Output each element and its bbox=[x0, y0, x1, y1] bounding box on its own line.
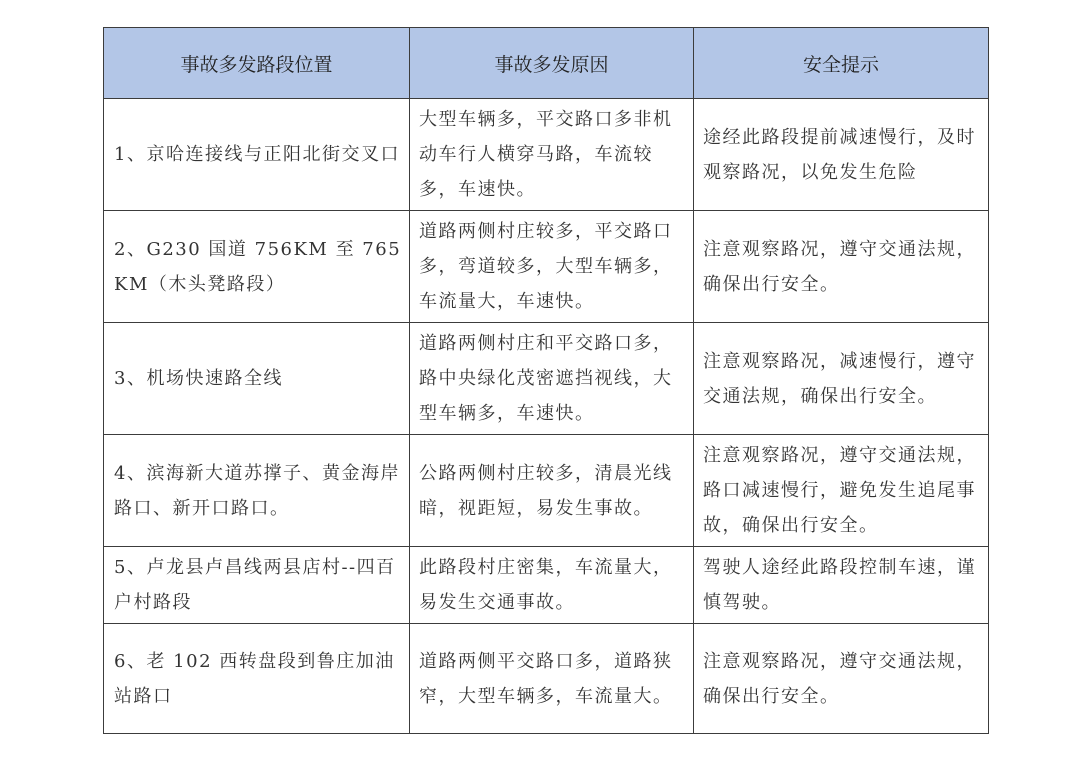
cell-location: 2、G230 国道 756KM 至 765KM（木头凳路段） bbox=[104, 211, 410, 323]
cell-cause: 大型车辆多，平交路口多非机动车行人横穿马路，车流较多，车速快。 bbox=[410, 99, 694, 211]
cell-safety-tip: 注意观察路况，遵守交通法规，路口减速慢行，避免发生追尾事故，确保出行安全。 bbox=[694, 435, 989, 547]
cell-location: 4、滨海新大道苏撑子、黄金海岸路口、新开口路口。 bbox=[104, 435, 410, 547]
cell-location: 6、老 102 西转盘段到鲁庄加油站路口 bbox=[104, 624, 410, 734]
cell-location: 1、京哈连接线与正阳北街交叉口 bbox=[104, 99, 410, 211]
accident-table-container bbox=[103, 27, 989, 734]
cell-cause: 此路段村庄密集，车流量大，易发生交通事故。 bbox=[410, 547, 694, 624]
cell-cause: 道路两侧平交路口多，道路狭窄，大型车辆多，车流量大。 bbox=[410, 624, 694, 734]
cell-safety-tip: 注意观察路况，减速慢行，遵守交通法规，确保出行安全。 bbox=[694, 323, 989, 435]
cell-safety-tip: 注意观察路况，遵守交通法规，确保出行安全。 bbox=[694, 211, 989, 323]
table-row bbox=[104, 99, 989, 211]
cell-location: 3、机场快速路全线 bbox=[104, 323, 410, 435]
cell-cause: 道路两侧村庄和平交路口多，路中央绿化茂密遮挡视线，大型车辆多，车速快。 bbox=[410, 323, 694, 435]
cell-cause: 公路两侧村庄较多，清晨光线暗，视距短，易发生事故。 bbox=[410, 435, 694, 547]
cell-location: 5、卢龙县卢昌线两县店村--四百户村路段 bbox=[104, 547, 410, 624]
accident-hotspot-table bbox=[103, 27, 989, 734]
header-location: 事故多发路段位置 bbox=[104, 28, 410, 99]
header-safety-tip: 安全提示 bbox=[694, 28, 989, 99]
cell-safety-tip: 途经此路段提前减速慢行，及时观察路况，以免发生危险 bbox=[694, 99, 989, 211]
table-header-row bbox=[104, 28, 989, 99]
header-cause: 事故多发原因 bbox=[410, 28, 694, 99]
table-row bbox=[104, 211, 989, 323]
table-row bbox=[104, 624, 989, 734]
table-row bbox=[104, 435, 989, 547]
cell-safety-tip: 驾驶人途经此路段控制车速，谨慎驾驶。 bbox=[694, 547, 989, 624]
table-row bbox=[104, 547, 989, 624]
cell-safety-tip: 注意观察路况，遵守交通法规，确保出行安全。 bbox=[694, 624, 989, 734]
table-row bbox=[104, 323, 989, 435]
cell-cause: 道路两侧村庄较多，平交路口多，弯道较多，大型车辆多，车流量大，车速快。 bbox=[410, 211, 694, 323]
